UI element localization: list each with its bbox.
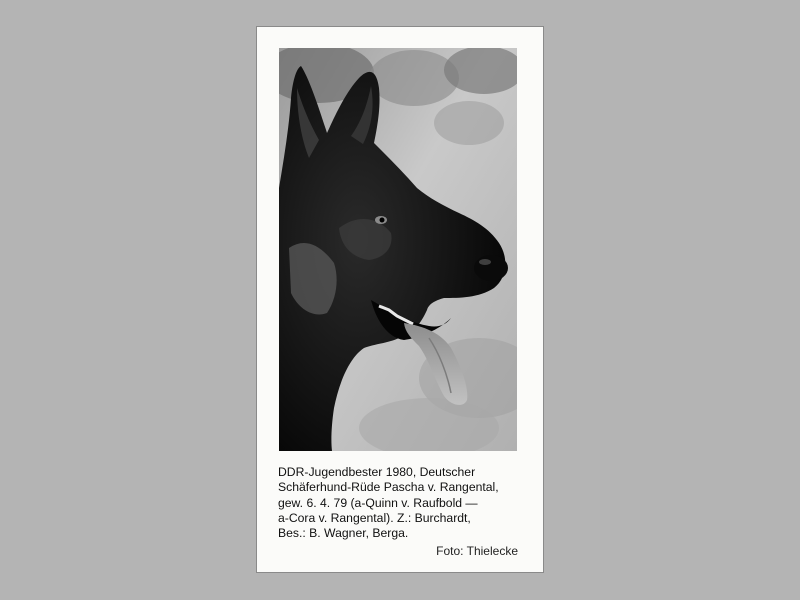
photo-credit: Foto: Thielecke [436, 544, 518, 558]
german-shepherd-photo-icon [279, 48, 517, 451]
caption-line: Schäferhund-Rüde Pascha v. Rangental, [278, 480, 499, 495]
caption-line: a-Cora v. Rangental). Z.: Burchardt, [278, 510, 471, 525]
caption-line: gew. 6. 4. 79 (a-Quinn v. Raufbold — [278, 495, 478, 510]
caption-line: DDR-Jugendbester 1980, Deutscher [278, 465, 476, 479]
caption-line: Bes.: B. Wagner, Berga. [278, 526, 409, 541]
photo-caption [278, 465, 528, 541]
dog-photo [279, 48, 517, 451]
scanned-page [256, 26, 544, 573]
